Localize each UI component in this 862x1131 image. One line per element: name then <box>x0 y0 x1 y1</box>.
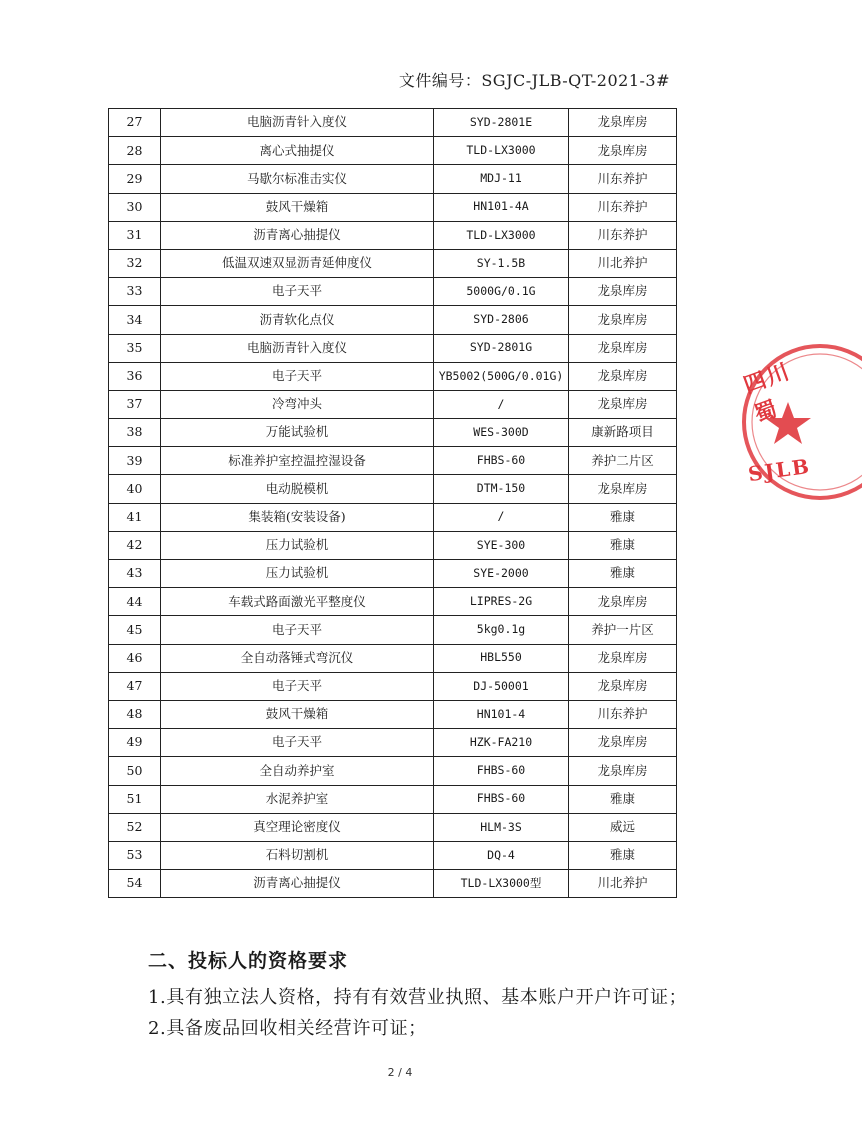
equipment-model: FHBS-60 <box>434 757 569 785</box>
seal-lettering-top: 四川蜀 <box>740 358 795 429</box>
table-row <box>109 560 677 588</box>
equipment-model: WES-300D <box>434 419 569 447</box>
equipment-location: 雅康 <box>569 841 677 869</box>
row-number: 33 <box>109 278 161 306</box>
equipment-name: 电子天平 <box>161 729 434 757</box>
equipment-model: SYE-300 <box>434 531 569 559</box>
table-row <box>109 757 677 785</box>
row-number: 42 <box>109 531 161 559</box>
table-row <box>109 813 677 841</box>
equipment-model: TLD-LX3000型 <box>434 870 569 898</box>
row-number: 30 <box>109 193 161 221</box>
row-number: 53 <box>109 841 161 869</box>
table-row <box>109 362 677 390</box>
table-row <box>109 447 677 475</box>
row-number: 48 <box>109 700 161 728</box>
equipment-location: 龙泉库房 <box>569 334 677 362</box>
row-number: 45 <box>109 616 161 644</box>
equipment-name: 电子天平 <box>161 362 434 390</box>
equipment-model: DQ-4 <box>434 841 569 869</box>
equipment-location: 龙泉库房 <box>569 137 677 165</box>
equipment-name: 压力试验机 <box>161 560 434 588</box>
equipment-location: 养护二片区 <box>569 447 677 475</box>
equipment-model: HBL550 <box>434 644 569 672</box>
row-number: 43 <box>109 560 161 588</box>
requirement-item: 2.具备废品回收相关经营许可证； <box>148 1018 427 1039</box>
equipment-location: 龙泉库房 <box>569 672 677 700</box>
equipment-model: MDJ-11 <box>434 165 569 193</box>
table-row <box>109 249 677 277</box>
page-number: 2 / 4 <box>387 1066 413 1079</box>
equipment-location: 雅康 <box>569 503 677 531</box>
equipment-name: 石料切割机 <box>161 841 434 869</box>
equipment-location: 威远 <box>569 813 677 841</box>
document-number: 文件编号：SGJC-JLB-QT-2021-3# <box>398 71 670 90</box>
equipment-model: 5kg0.1g <box>434 616 569 644</box>
equipment-model: SYD-2801E <box>434 109 569 137</box>
row-number: 38 <box>109 419 161 447</box>
company-seal <box>738 340 813 505</box>
equipment-model: DTM-150 <box>434 475 569 503</box>
seal-lettering-bottom: SJLB <box>746 453 813 487</box>
equipment-model: YB5002(500G/0.01G) <box>434 362 569 390</box>
requirement-item: 1.具有独立法人资格，持有有效营业执照、基本账户开户许可证； <box>148 987 688 1008</box>
table-row <box>109 644 677 672</box>
equipment-model: FHBS-60 <box>434 785 569 813</box>
equipment-model: / <box>434 503 569 531</box>
row-number: 41 <box>109 503 161 531</box>
table-row <box>109 729 677 757</box>
equipment-name: 万能试验机 <box>161 419 434 447</box>
equipment-name: 电子天平 <box>161 616 434 644</box>
equipment-name: 电子天平 <box>161 672 434 700</box>
equipment-location: 雅康 <box>569 531 677 559</box>
equipment-location: 康新路项目 <box>569 419 677 447</box>
equipment-model: HLM-3S <box>434 813 569 841</box>
equipment-name: 真空理论密度仪 <box>161 813 434 841</box>
table-row <box>109 165 677 193</box>
equipment-model: / <box>434 390 569 418</box>
table-row <box>109 531 677 559</box>
table-row <box>109 109 677 137</box>
table-row <box>109 785 677 813</box>
section-title: 二、投标人的资格要求 <box>148 950 349 972</box>
equipment-name: 压力试验机 <box>161 531 434 559</box>
equipment-model: SYD-2806 <box>434 306 569 334</box>
equipment-location: 养护一片区 <box>569 616 677 644</box>
table-row <box>109 700 677 728</box>
equipment-name: 低温双速双显沥青延伸度仪 <box>161 249 434 277</box>
table-row <box>109 419 677 447</box>
equipment-name: 马歇尔标准击实仪 <box>161 165 434 193</box>
equipment-location: 龙泉库房 <box>569 588 677 616</box>
table-row <box>109 616 677 644</box>
row-number: 40 <box>109 475 161 503</box>
equipment-model: 5000G/0.1G <box>434 278 569 306</box>
equipment-location: 龙泉库房 <box>569 306 677 334</box>
equipment-name: 电子天平 <box>161 278 434 306</box>
equipment-model: FHBS-60 <box>434 447 569 475</box>
equipment-name: 鼓风干燥箱 <box>161 700 434 728</box>
equipment-name: 沥青软化点仪 <box>161 306 434 334</box>
table-row <box>109 306 677 334</box>
equipment-model: DJ-50001 <box>434 672 569 700</box>
table-row <box>109 475 677 503</box>
row-number: 29 <box>109 165 161 193</box>
equipment-name: 水泥养护室 <box>161 785 434 813</box>
equipment-location: 龙泉库房 <box>569 362 677 390</box>
equipment-location: 龙泉库房 <box>569 278 677 306</box>
table-row <box>109 193 677 221</box>
equipment-location: 龙泉库房 <box>569 390 677 418</box>
equipment-location: 龙泉库房 <box>569 109 677 137</box>
equipment-location: 龙泉库房 <box>569 729 677 757</box>
equipment-name: 标准养护室控温控湿设备 <box>161 447 434 475</box>
equipment-location: 川北养护 <box>569 249 677 277</box>
equipment-location: 龙泉库房 <box>569 644 677 672</box>
row-number: 27 <box>109 109 161 137</box>
table-row <box>109 841 677 869</box>
row-number: 44 <box>109 588 161 616</box>
equipment-name: 车载式路面激光平整度仪 <box>161 588 434 616</box>
equipment-name: 电脑沥青针入度仪 <box>161 109 434 137</box>
equipment-name: 全自动养护室 <box>161 757 434 785</box>
equipment-location: 川东养护 <box>569 193 677 221</box>
table-row <box>109 672 677 700</box>
equipment-model: TLD-LX3000 <box>434 221 569 249</box>
equipment-location: 龙泉库房 <box>569 757 677 785</box>
equipment-name: 全自动落锤式弯沉仪 <box>161 644 434 672</box>
row-number: 51 <box>109 785 161 813</box>
row-number: 54 <box>109 870 161 898</box>
equipment-model: HN101-4 <box>434 700 569 728</box>
row-number: 37 <box>109 390 161 418</box>
row-number: 32 <box>109 249 161 277</box>
table-row <box>109 390 677 418</box>
row-number: 47 <box>109 672 161 700</box>
equipment-model: LIPRES-2G <box>434 588 569 616</box>
equipment-location: 川东养护 <box>569 700 677 728</box>
table-row <box>109 503 677 531</box>
equipment-name: 沥青离心抽提仪 <box>161 221 434 249</box>
table-row <box>109 221 677 249</box>
table-row <box>109 278 677 306</box>
equipment-model: HZK-FA210 <box>434 729 569 757</box>
equipment-location: 雅康 <box>569 560 677 588</box>
table-row <box>109 334 677 362</box>
equipment-location: 龙泉库房 <box>569 475 677 503</box>
equipment-model: SY-1.5B <box>434 249 569 277</box>
equipment-name: 离心式抽提仪 <box>161 137 434 165</box>
equipment-location: 雅康 <box>569 785 677 813</box>
equipment-model: TLD-LX3000 <box>434 137 569 165</box>
row-number: 31 <box>109 221 161 249</box>
row-number: 49 <box>109 729 161 757</box>
equipment-model: HN101-4A <box>434 193 569 221</box>
row-number: 28 <box>109 137 161 165</box>
row-number: 39 <box>109 447 161 475</box>
equipment-name: 冷弯冲头 <box>161 390 434 418</box>
equipment-model: SYD-2801G <box>434 334 569 362</box>
row-number: 52 <box>109 813 161 841</box>
equipment-name: 沥青离心抽提仪 <box>161 870 434 898</box>
row-number: 35 <box>109 334 161 362</box>
equipment-table <box>108 108 677 898</box>
equipment-location: 川东养护 <box>569 165 677 193</box>
row-number: 50 <box>109 757 161 785</box>
equipment-name: 鼓风干燥箱 <box>161 193 434 221</box>
equipment-name: 集装箱(安装设备) <box>161 503 434 531</box>
equipment-name: 电动脱模机 <box>161 475 434 503</box>
table-row <box>109 137 677 165</box>
equipment-location: 川东养护 <box>569 221 677 249</box>
equipment-name: 电脑沥青针入度仪 <box>161 334 434 362</box>
table-row <box>109 870 677 898</box>
equipment-model: SYE-2000 <box>434 560 569 588</box>
row-number: 36 <box>109 362 161 390</box>
row-number: 34 <box>109 306 161 334</box>
table-row <box>109 588 677 616</box>
row-number: 46 <box>109 644 161 672</box>
equipment-location: 川北养护 <box>569 870 677 898</box>
